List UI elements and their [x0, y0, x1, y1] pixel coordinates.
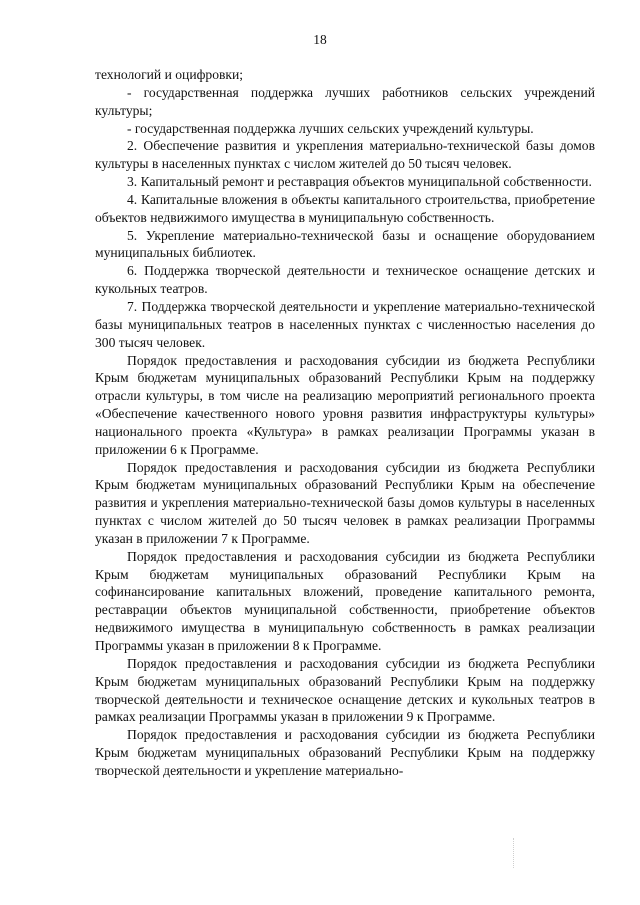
document-body: [95, 66, 595, 780]
paragraph: Порядок предоставления и расходования субсидии из бюджета Республики Крым бюджетам муниципальных образований Республики Крым на обеспечение развития и укрепления материально-технической базы домов культуры в населенных пунктах с числом жителей до 50 тысяч человек в рамках реализации Программы указан в приложении 7 к Программе.: [95, 459, 595, 546]
paragraph: 5. Укрепление материально-технической базы и оснащение оборудованием муниципальных библиотек.: [95, 227, 595, 261]
paragraph: 6. Поддержка творческой деятельности и техническое оснащение детских и кукольных театров.: [95, 263, 595, 297]
paragraph: 4. Капитальные вложения в объекты капитального строительства, приобретение объектов недвижимого имущества в муниципальную собственность.: [95, 191, 595, 225]
paragraph: 7. Поддержка творческой деятельности и укрепление материально-технической базы муниципальных театров в населенных пунктах с численностью населения до 300 тысяч человек.: [95, 298, 595, 350]
paragraph: Порядок предоставления и расходования субсидии из бюджета Республики Крым бюджетам муниципальных образований Республики Крым на поддержку творческой деятельности и укрепление материально-: [95, 727, 595, 778]
paragraph: Порядок предоставления и расходования субсидии из бюджета Республики Крым бюджетам муниципальных образований Республики Крым на софинансирование капитальных вложений, проведение капитального ремонта, реставрации объектов муниципальной собственности, приобретение объектов недвижимого имущества в муниципальную собственность в рамках реализации Программы указан в приложении 8 к Программе.: [95, 548, 595, 653]
paragraph: Порядок предоставления и расходования субсидии из бюджета Республики Крым бюджетам муниципальных образований Республики Крым на поддержку отрасли культуры, в том числе на реализацию мероприятий регионального проекта «Обеспечение качественного нового уровня развития инфраструктуры культуры» национального проекта «Культура» в рамках реализации Программы указан в приложении 6 к Программе.: [95, 352, 595, 457]
paragraph: 2. Обеспечение развития и укрепления материально-технической базы домов культуры в населенных пунктах с числом жителей до 50 тысяч человек.: [95, 138, 595, 172]
paragraph: 3. Капитальный ремонт и реставрация объектов муниципальной собственности.: [127, 174, 592, 190]
scan-artifact: [513, 838, 516, 868]
paragraph: - государственная поддержка лучших работников сельских учреждений культуры;: [95, 84, 595, 118]
paragraph: Порядок предоставления и расходования субсидии из бюджета Республики Крым бюджетам муниципальных образований Республики Крым на поддержку творческой деятельности и техническое оснащение детских и кукольных театров в рамках реализации Программы указан в приложении 9 к Программе.: [95, 655, 595, 725]
paragraph: технологий и оцифровки;: [95, 67, 244, 82]
paragraph: - государственная поддержка лучших сельских учреждений культуры.: [127, 120, 534, 136]
page-number: 18: [313, 32, 327, 47]
